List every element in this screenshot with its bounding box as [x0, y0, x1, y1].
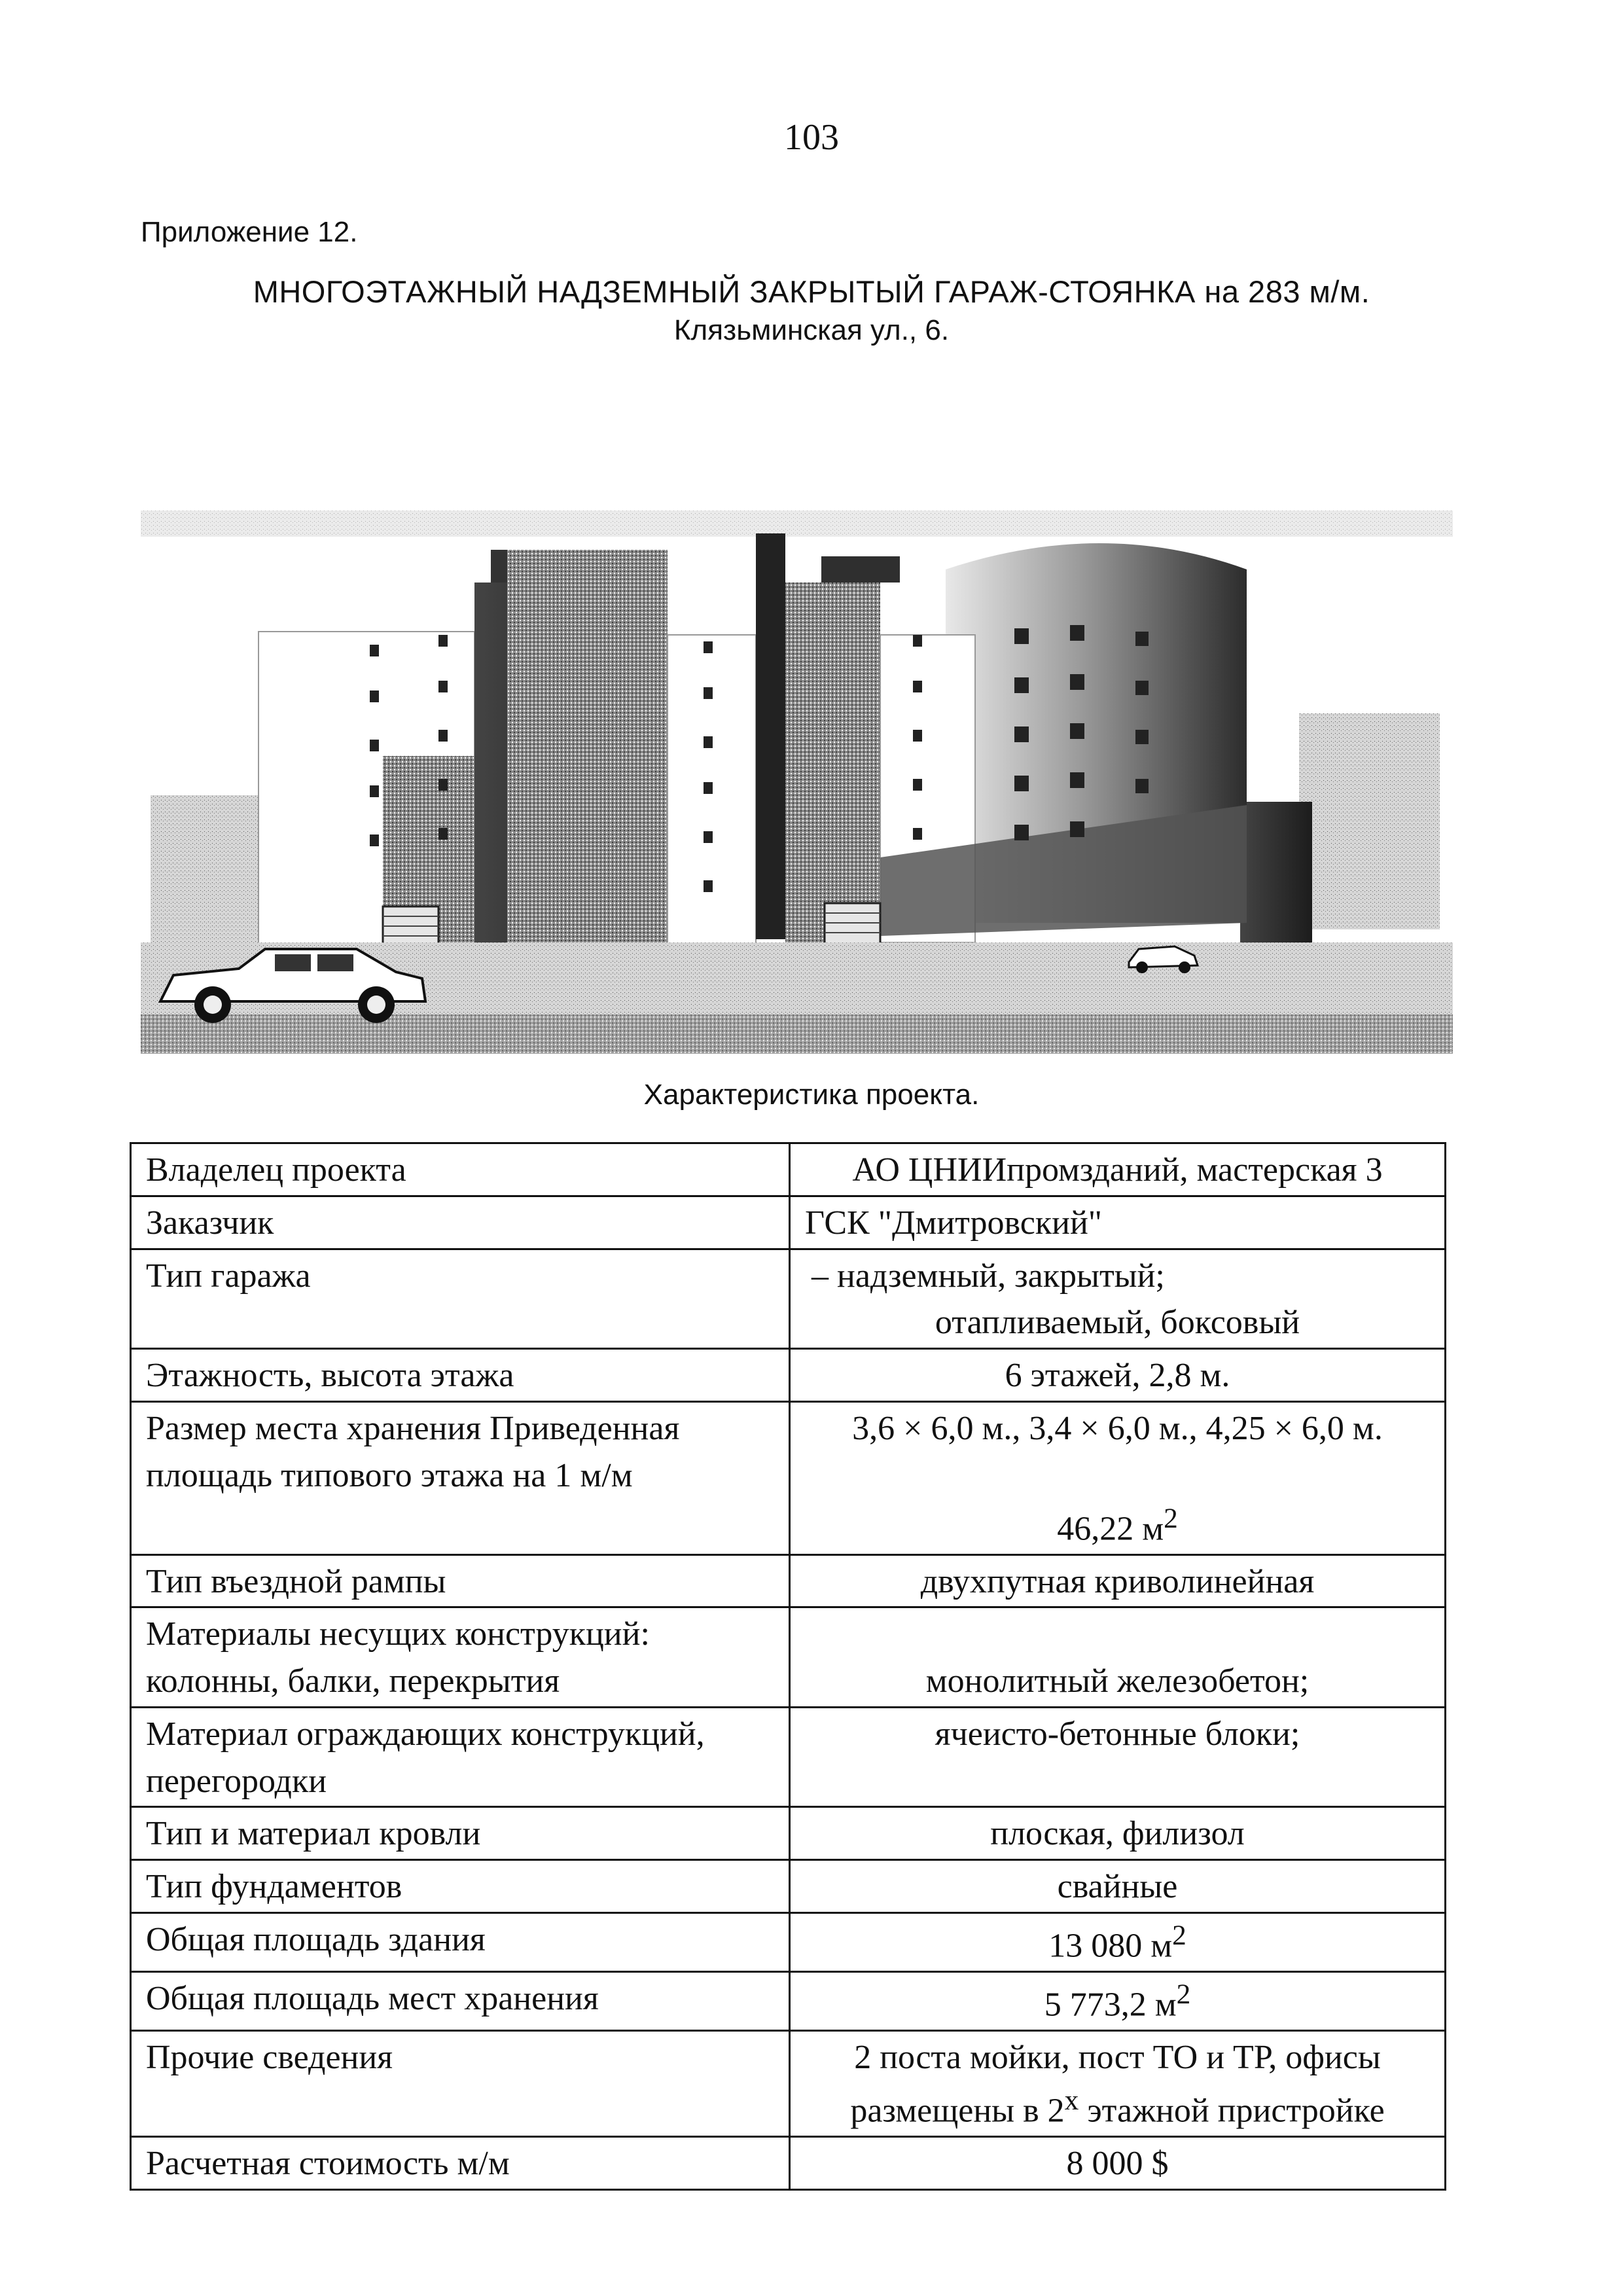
value-line: 2 поста мойки, пост ТО и ТР, офисы — [854, 2038, 1381, 2076]
table-row — [131, 2136, 1446, 2189]
garage-building-illustration — [141, 504, 1453, 1054]
row-label: Тип и материал кровли — [131, 1807, 790, 1860]
table-row — [131, 1707, 1446, 1807]
label-line: Материал ограждающих конструкций, — [146, 1715, 705, 1753]
area-value: 13 080 м — [1048, 1927, 1173, 1965]
superscript: 2 — [1176, 1978, 1191, 2010]
superscript: х — [1064, 2084, 1079, 2116]
value-line: 3,6 × 6,0 м., 3,4 × 6,0 м., 4,25 × 6,0 м. — [852, 1409, 1383, 1447]
table-row — [131, 1143, 1446, 1196]
label-line: Размер места хранения — [146, 1409, 482, 1447]
row-label — [131, 1401, 790, 1554]
area-value: 5 773,2 м — [1044, 1986, 1177, 2024]
row-value: монолитный железобетон; — [790, 1607, 1446, 1708]
table-row — [131, 1554, 1446, 1607]
label-line: колонны, балки, перекрытия — [146, 1662, 560, 1700]
row-label: Тип гаража — [131, 1249, 790, 1349]
row-value: свайные — [790, 1860, 1446, 1913]
appendix-label: Приложение 12. — [141, 216, 358, 248]
value-line: отапливаемый, боксовый — [935, 1304, 1300, 1342]
value-line: – надземный, закрытый; — [812, 1257, 1165, 1295]
value-text: этажной пристройке — [1079, 2092, 1385, 2130]
value-line — [805, 1499, 1430, 1552]
label-line: этажа на 1 м/м — [420, 1456, 633, 1494]
row-value — [790, 1401, 1446, 1554]
table-row — [131, 1971, 1446, 2030]
row-label: Общая площадь мест хранения — [131, 1971, 790, 2030]
table-row — [131, 1860, 1446, 1913]
row-label: Тип фундаментов — [131, 1860, 790, 1913]
address-line: Клязьминская ул., 6. — [673, 314, 950, 346]
project-characteristics-table — [130, 1142, 1446, 2191]
row-value: ячеисто-бетонные блоки; — [790, 1707, 1446, 1807]
row-label: Этажность, высота этажа — [131, 1349, 790, 1402]
row-value — [790, 1249, 1446, 1349]
label-line: перегородки — [146, 1762, 327, 1800]
table-row — [131, 1349, 1446, 1402]
row-label: Тип въездной рампы — [131, 1554, 790, 1607]
value-line — [805, 2081, 1430, 2134]
table-row — [131, 1607, 1446, 1708]
row-value — [790, 1971, 1446, 2030]
superscript: 2 — [1172, 1919, 1186, 1951]
row-value — [790, 1912, 1446, 1971]
table-row — [131, 1196, 1446, 1249]
row-value: 6 этажей, 2,8 м. — [790, 1349, 1446, 1402]
document-title: МНОГОЭТАЖНЫЙ НАДЗЕМНЫЙ ЗАКРЫТЫЙ ГАРАЖ-СТОЯНКА на 283 м/м. — [253, 274, 1370, 309]
value-text: размещены в 2 — [850, 2092, 1065, 2130]
row-label: Расчетная стоимость м/м — [131, 2136, 790, 2189]
row-label: Владелец проекта — [131, 1143, 790, 1196]
superscript: 2 — [1164, 1502, 1178, 1534]
row-value: двухпутная криволинейная — [790, 1554, 1446, 1607]
label-line: Приведенная площадь типового — [146, 1409, 680, 1494]
area-value: 46,22 м — [1057, 1509, 1164, 1547]
row-value: ГСК "Дмитровский" — [790, 1196, 1446, 1249]
row-value: плоская, филизол — [790, 1807, 1446, 1860]
row-label — [131, 1607, 790, 1708]
row-value — [790, 2030, 1446, 2136]
row-label: Прочие сведения — [131, 2030, 790, 2136]
page-number: 103 — [784, 117, 839, 158]
label-line: Материалы несущих конструкций: — [146, 1615, 650, 1653]
table-row — [131, 1249, 1446, 1349]
table-row — [131, 1401, 1446, 1554]
table-row — [131, 1807, 1446, 1860]
table-row — [131, 1912, 1446, 1971]
row-label: Общая площадь здания — [131, 1912, 790, 1971]
row-label: Заказчик — [131, 1196, 790, 1249]
table-row — [131, 2030, 1446, 2136]
row-value: 8 000 $ — [790, 2136, 1446, 2189]
table-caption: Характеристика проекта. — [643, 1079, 980, 1111]
row-value: АО ЦНИИпромзданий, мастерская 3 — [790, 1143, 1446, 1196]
row-label — [131, 1707, 790, 1807]
